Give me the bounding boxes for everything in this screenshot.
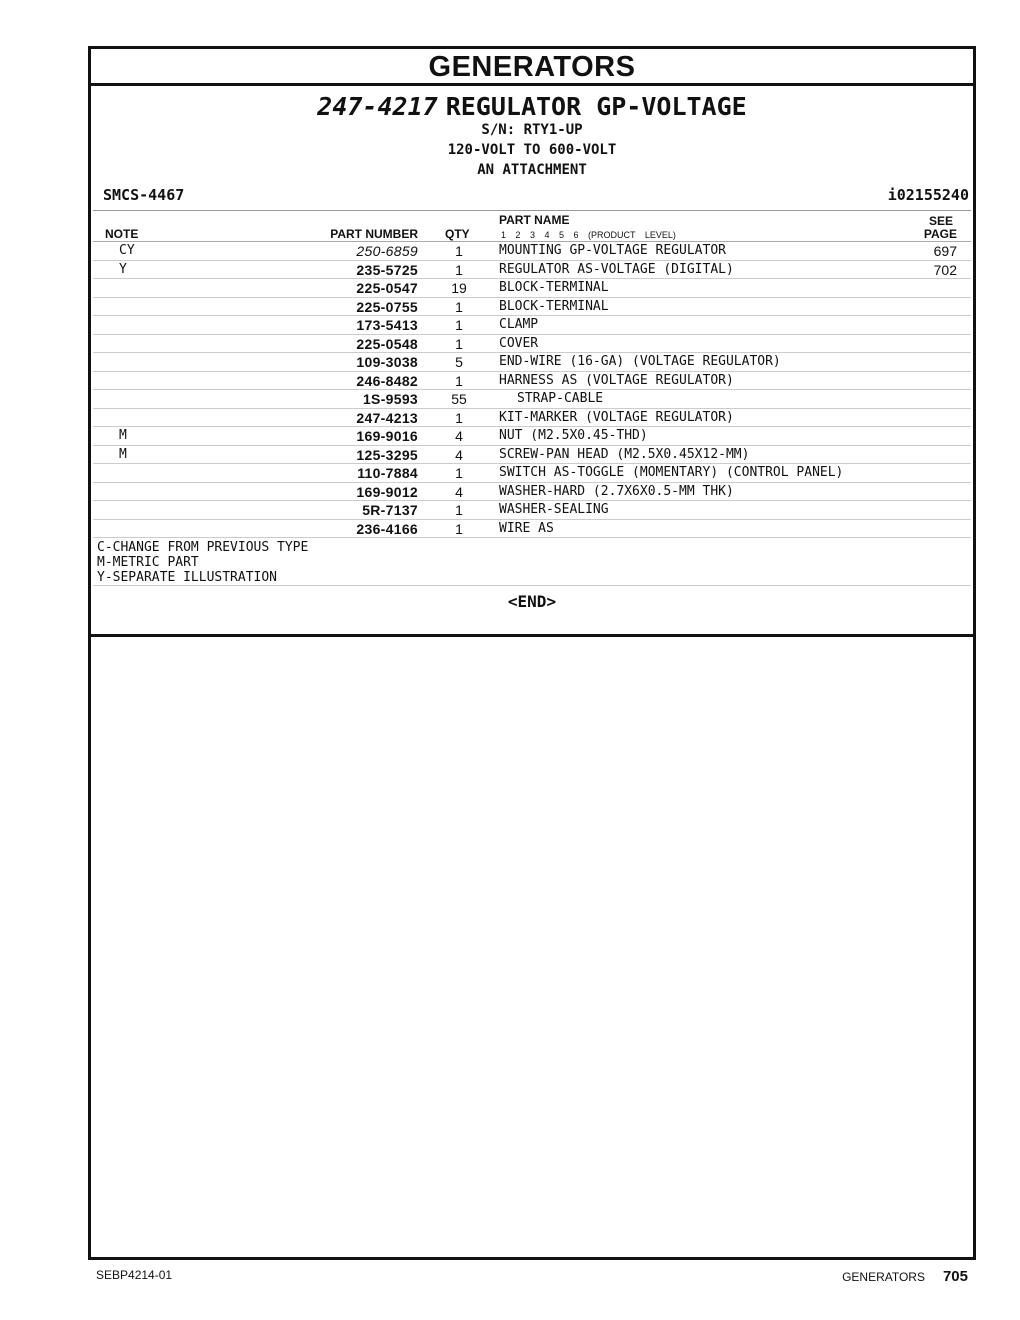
- row-qty: 1: [455, 502, 463, 518]
- footer-right: [842, 1268, 968, 1285]
- row-qty: 1: [455, 335, 463, 352]
- row-note: M: [119, 428, 127, 443]
- row-part-number[interactable]: 5R-7137: [362, 502, 418, 518]
- row-part-name: SCREW-PAN HEAD (M2.5X0.45X12-MM): [499, 446, 750, 462]
- row-part-number[interactable]: 1S-9593: [362, 391, 418, 407]
- row-qty: 1: [455, 243, 463, 259]
- end-marker: <END>: [91, 586, 973, 637]
- row-part-number[interactable]: 225-0755: [356, 298, 418, 315]
- row-part-number[interactable]: 236-4166: [356, 520, 418, 537]
- row-part-number[interactable]: 125-3295: [356, 446, 418, 463]
- row-qty: 1: [455, 261, 463, 278]
- row-qty: 1: [455, 465, 463, 481]
- table-row: [93, 353, 971, 372]
- table-row: [93, 372, 971, 391]
- row-qty: 4: [455, 483, 463, 500]
- col-see: SEE: [928, 214, 953, 228]
- column-headers: [93, 210, 971, 242]
- col-product-levels: 1 2 3 4 5 6 (PRODUCT LEVEL): [501, 230, 676, 240]
- row-part-name: KIT-MARKER (VOLTAGE REGULATOR): [499, 409, 734, 425]
- row-qty: 4: [455, 428, 463, 444]
- row-note: Y: [119, 261, 127, 277]
- row-part-name: COVER: [499, 335, 539, 351]
- row-note: CY: [119, 243, 135, 258]
- section-title: GENERATORS: [91, 49, 973, 86]
- row-part-number[interactable]: 169-9012: [356, 483, 418, 500]
- row-qty: 19: [451, 280, 467, 296]
- serial-range: S/N: RTY1-UP: [481, 122, 583, 138]
- voltage-range: 120-VOLT TO 600-VOLT: [447, 142, 617, 158]
- row-part-number[interactable]: 250-6859: [356, 243, 418, 259]
- row-part-name: MOUNTING GP-VOLTAGE REGULATOR: [499, 243, 726, 258]
- table-row: [93, 242, 971, 261]
- row-part-name: WASHER-SEALING: [499, 502, 609, 517]
- footer-page-number: 705: [942, 1268, 968, 1285]
- table-row: [93, 483, 971, 502]
- row-part-number[interactable]: 246-8482: [356, 372, 418, 389]
- smcs-code: SMCS-4467: [103, 186, 185, 204]
- row-qty: 1: [455, 298, 463, 315]
- table-row: [93, 464, 971, 483]
- table-row: [93, 501, 971, 520]
- row-part-name: STRAP-CABLE: [517, 391, 604, 406]
- row-see-page[interactable]: 697: [933, 243, 957, 259]
- table-row: [93, 261, 971, 280]
- row-see-page[interactable]: 702: [933, 261, 957, 278]
- row-qty: 1: [455, 317, 463, 333]
- row-part-name: NUT (M2.5X0.45-THD): [499, 428, 648, 443]
- row-part-name: HARNESS AS (VOLTAGE REGULATOR): [499, 372, 734, 388]
- table-row: [93, 335, 971, 354]
- table-row: [93, 390, 971, 409]
- table-row: [93, 520, 971, 539]
- row-note: M: [119, 446, 127, 462]
- row-qty: 4: [455, 446, 463, 463]
- row-part-number[interactable]: 225-0547: [356, 280, 418, 296]
- legend: [93, 538, 971, 586]
- row-part-number[interactable]: 110-7884: [357, 465, 418, 481]
- row-part-name: CLAMP: [499, 317, 539, 332]
- illustration-id: i02155240: [887, 186, 969, 204]
- table-row: [93, 298, 971, 317]
- legend-change: C-CHANGE FROM PREVIOUS TYPE: [97, 540, 309, 555]
- row-part-name: SWITCH AS-TOGGLE (MOMENTARY) (CONTROL PANEL): [499, 465, 844, 480]
- legend-metric: M-METRIC PART: [97, 555, 199, 570]
- col-part-name: PART NAME: [499, 213, 570, 227]
- row-part-number[interactable]: 225-0548: [356, 335, 418, 352]
- col-note: NOTE: [105, 227, 139, 241]
- row-part-name: BLOCK-TERMINAL: [499, 298, 609, 314]
- table-row: [93, 316, 971, 335]
- group-header: [91, 86, 973, 210]
- row-part-number[interactable]: 109-3038: [356, 354, 418, 370]
- row-qty: 5: [455, 354, 463, 370]
- row-part-number[interactable]: 169-9016: [356, 428, 418, 444]
- row-part-name: BLOCK-TERMINAL: [499, 280, 609, 295]
- parts-page-frame: [88, 46, 976, 1260]
- row-part-name: WIRE AS: [499, 520, 554, 536]
- group-title: [91, 92, 973, 121]
- group-part-number[interactable]: 247-4217: [317, 92, 438, 121]
- row-part-number[interactable]: 247-4213: [356, 409, 418, 426]
- row-part-number[interactable]: 235-5725: [356, 261, 418, 278]
- row-qty: 1: [455, 409, 463, 426]
- row-part-number[interactable]: 173-5413: [356, 317, 418, 333]
- group-name: REGULATOR GP-VOLTAGE: [445, 92, 747, 121]
- legend-separate: Y-SEPARATE ILLUSTRATION: [97, 570, 278, 585]
- row-qty: 55: [451, 391, 467, 407]
- table-row: [93, 409, 971, 428]
- col-qty: QTY: [445, 227, 470, 241]
- table-row: [93, 446, 971, 465]
- table-row: [93, 279, 971, 298]
- footer-doc-id: SEBP4214-01: [96, 1268, 173, 1282]
- table-row: [93, 427, 971, 446]
- attachment-note: AN ATTACHMENT: [477, 162, 587, 178]
- col-page: PAGE: [923, 227, 957, 241]
- row-part-name: REGULATOR AS-VOLTAGE (DIGITAL): [499, 261, 734, 277]
- col-part-number: PART NUMBER: [330, 227, 418, 241]
- row-qty: 1: [455, 372, 463, 389]
- row-part-name: END-WIRE (16-GA) (VOLTAGE REGULATOR): [499, 354, 781, 369]
- footer-section: GENERATORS: [842, 1270, 925, 1284]
- row-qty: 1: [455, 520, 463, 537]
- row-part-name: WASHER-HARD (2.7X6X0.5-MM THK): [499, 483, 734, 499]
- parts-list: [91, 242, 973, 538]
